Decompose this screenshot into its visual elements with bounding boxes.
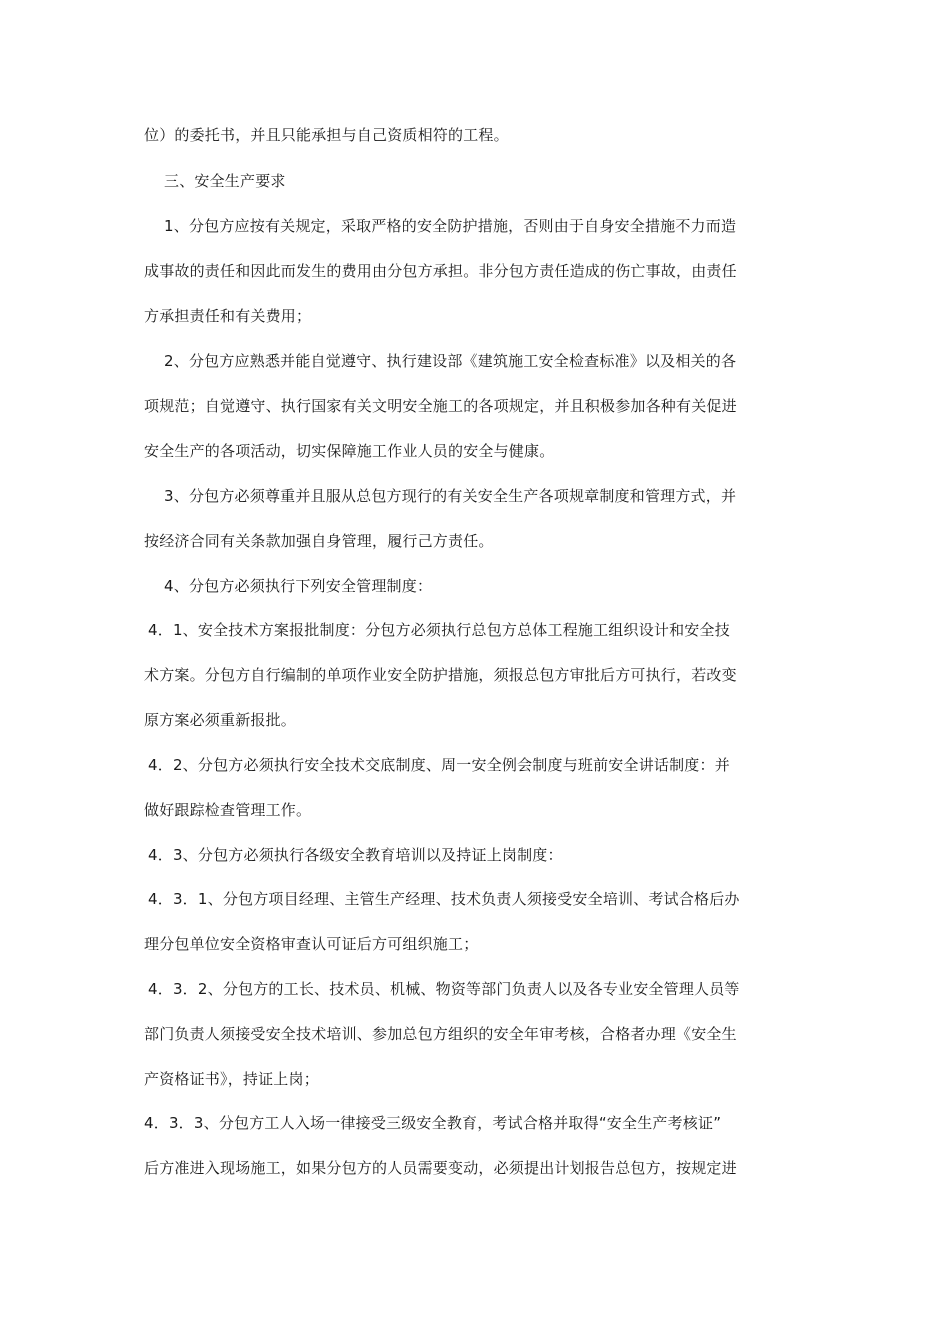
text-line: 部门负责人须接受安全技术培训、参加总包方组织的安全年审考核，合格者办理《安全生 bbox=[144, 1025, 737, 1043]
text-line: 4．1、安全技术方案报批制度：分包方必须执行总包方总体工程施工组织设计和安全技 bbox=[148, 621, 730, 639]
text-line: 位）的委托书，并且只能承担与自己资质相符的工程。 bbox=[144, 126, 509, 144]
text-line: 1、分包方应按有关规定，采取严格的安全防护措施，否则由于自身安全措施不力而造 bbox=[164, 217, 737, 235]
text-line: 4．2、分包方必须执行安全技术交底制度、周一安全例会制度与班前安全讲话制度：并 bbox=[148, 756, 730, 774]
text-line: 产资格证书》，持证上岗； bbox=[144, 1070, 319, 1088]
text-line: 4、分包方必须执行下列安全管理制度： bbox=[164, 577, 433, 595]
text-line: 术方案。分包方自行编制的单项作业安全防护措施，须报总包方审批后方可执行，若改变 bbox=[144, 666, 737, 684]
text-line: 按经济合同有关条款加强自身管理，履行己方责任。 bbox=[144, 532, 494, 550]
text-line: 3、分包方必须尊重并且服从总包方现行的有关安全生产各项规章制度和管理方式，并 bbox=[164, 487, 737, 505]
text-line: 成事故的责任和因此而发生的费用由分包方承担。非分包方责任造成的伤亡事故，由责任 bbox=[144, 262, 737, 280]
text-line: 4．3．2、分包方的工长、技术员、机械、物资等部门负责人以及各专业安全管理人员等 bbox=[148, 980, 740, 998]
text-line: 4．3．1、分包方项目经理、主管生产经理、技术负责人须接受安全培训、考试合格后办 bbox=[148, 890, 740, 908]
text-line: 做好跟踪检查管理工作。 bbox=[144, 801, 312, 819]
text-line: 理分包单位安全资格审查认可证后方可组织施工； bbox=[144, 935, 479, 953]
text-line: 4．3．3、分包方工人入场一律接受三级安全教育，考试合格并取得“安全生产考核证” bbox=[144, 1114, 722, 1132]
text-line: 项规范；自觉遵守、执行国家有关文明安全施工的各项规定，并且积极参加各种有关促进 bbox=[144, 397, 737, 415]
text-line: 2、分包方应熟悉并能自觉遵守、执行建设部《建筑施工安全检查标准》以及相关的各 bbox=[164, 352, 737, 370]
text-line: 后方准进入现场施工，如果分包方的人员需要变动，必须提出计划报告总包方，按规定进 bbox=[144, 1159, 737, 1177]
section-heading: 三、安全生产要求 bbox=[164, 172, 286, 190]
text-line: 方承担责任和有关费用； bbox=[144, 307, 312, 325]
text-line: 原方案必须重新报批。 bbox=[144, 711, 297, 729]
text-line: 4．3、分包方必须执行各级安全教育培训以及持证上岗制度： bbox=[148, 846, 563, 864]
text-line: 安全生产的各项活动，切实保障施工作业人员的安全与健康。 bbox=[144, 442, 555, 460]
